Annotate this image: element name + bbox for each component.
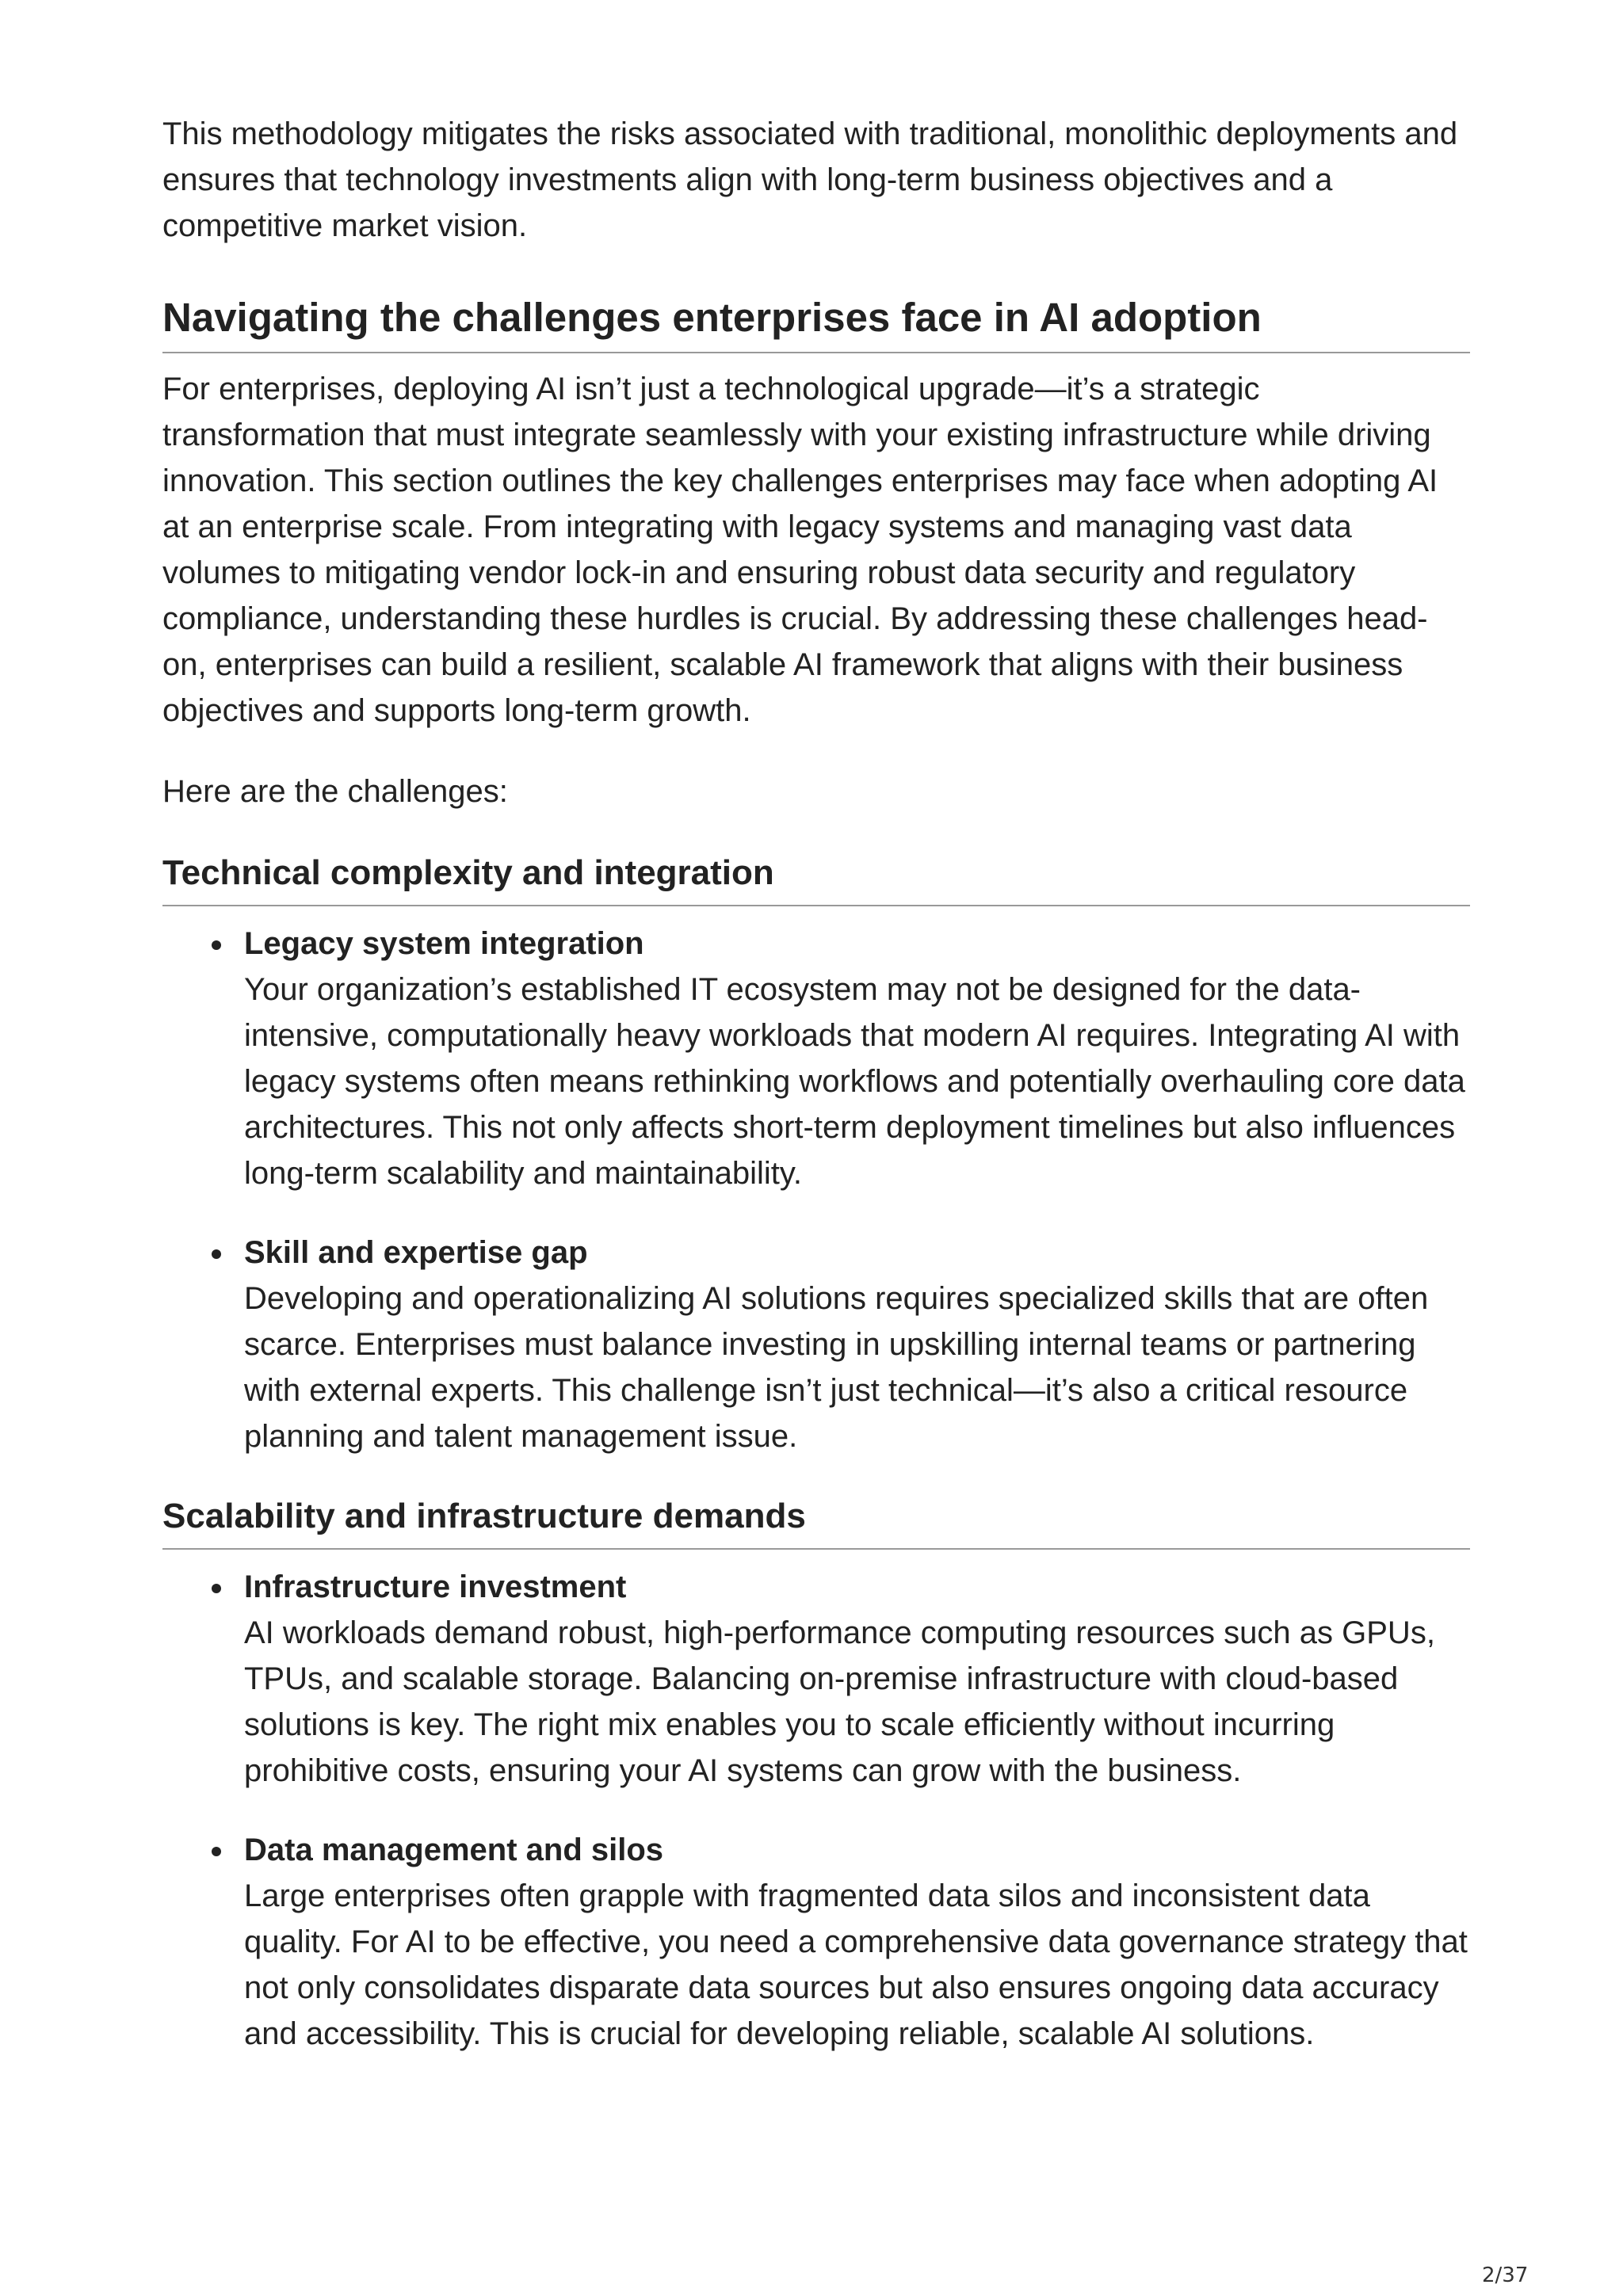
list-item-infrastructure-investment xyxy=(162,1564,1470,1794)
technical-complexity-list xyxy=(162,921,1470,1459)
subsection-heading-technical-complexity: Technical complexity and integration xyxy=(162,849,1470,906)
page-number: 2/37 xyxy=(1482,2264,1529,2287)
intro-paragraph: This methodology mitigates the risks associated with traditional, monolithic deployments and ensures that technology investments align with long-term business objectives and a competitive market vision. xyxy=(162,116,1458,243)
list-item-text: Developing and operationalizing AI solutions requires specialized skills that are often scarce. Enterprises must balance investing in upskilling internal teams or partnering with external experts. This challenge isn’t just technical—it’s also a critical resource planning and talent management issue. xyxy=(244,1281,1429,1454)
list-item-text: Large enterprises often grapple with fragmented data silos and inconsistent data quality. For AI to be effective, you need a comprehensive data governance strategy that not only consolidates disparate data sources but also ensures ongoing data accuracy and accessibility. This is crucial for developing reliable, scalable AI solutions. xyxy=(244,1878,1468,2051)
scalability-list xyxy=(162,1564,1470,2057)
subsection-heading-scalability: Scalability and infrastructure demands xyxy=(162,1493,1470,1550)
list-item-skill-expertise-gap xyxy=(162,1230,1470,1459)
bullet-icon xyxy=(212,1249,221,1259)
section-body-paragraph: For enterprises, deploying AI isn’t just a technological upgrade—it’s a strategic transformation that must integrate seamlessly with your existing infrastructure while driving innovation. This section outlines the key challenges enterprises may face when adopting AI at an enterprise scale. From integrating with legacy systems and managing vast data volumes to mitigating vendor lock-in and ensuring robust data security and regulatory compliance, understanding these hurdles is crucial. By addressing these challenges head-on, enterprises can build a resilient, scalable AI framework that aligns with their business objectives and supports long-term growth. xyxy=(162,372,1438,728)
section-heading: Navigating the challenges enterprises face in AI adoption xyxy=(162,292,1470,353)
list-item-text: Your organization’s established IT ecosystem may not be designed for the data-intensive, computationally heavy workloads that modern AI requires. Integrating AI with legacy systems often means rethinking workflows and potentially overhauling core data architectures. This not only affects short-term deployment timelines but also influences long-term scalability and maintainability. xyxy=(244,972,1465,1191)
bullet-icon xyxy=(212,1847,221,1856)
list-item-title: Legacy system integration xyxy=(244,926,644,961)
list-item-title: Infrastructure investment xyxy=(244,1569,627,1604)
bullet-icon xyxy=(212,1584,221,1593)
list-item-title: Skill and expertise gap xyxy=(244,1235,588,1270)
document-page xyxy=(162,111,1470,2090)
list-item-title: Data management and silos xyxy=(244,1833,664,1867)
list-item-legacy-system-integration xyxy=(162,921,1470,1196)
list-item-data-management-silos xyxy=(162,1827,1470,2057)
list-item-text: AI workloads demand robust, high-performance computing resources such as GPUs, TPUs, and scalable storage. Balancing on-premise infrastructure with cloud-based solutions is key. The right mix enables you to scale efficiently without incurring prohibitive costs, ensuring your AI systems can grow with the business. xyxy=(244,1615,1435,1788)
bullet-icon xyxy=(212,940,221,950)
challenges-lead-text: Here are the challenges: xyxy=(162,774,508,809)
